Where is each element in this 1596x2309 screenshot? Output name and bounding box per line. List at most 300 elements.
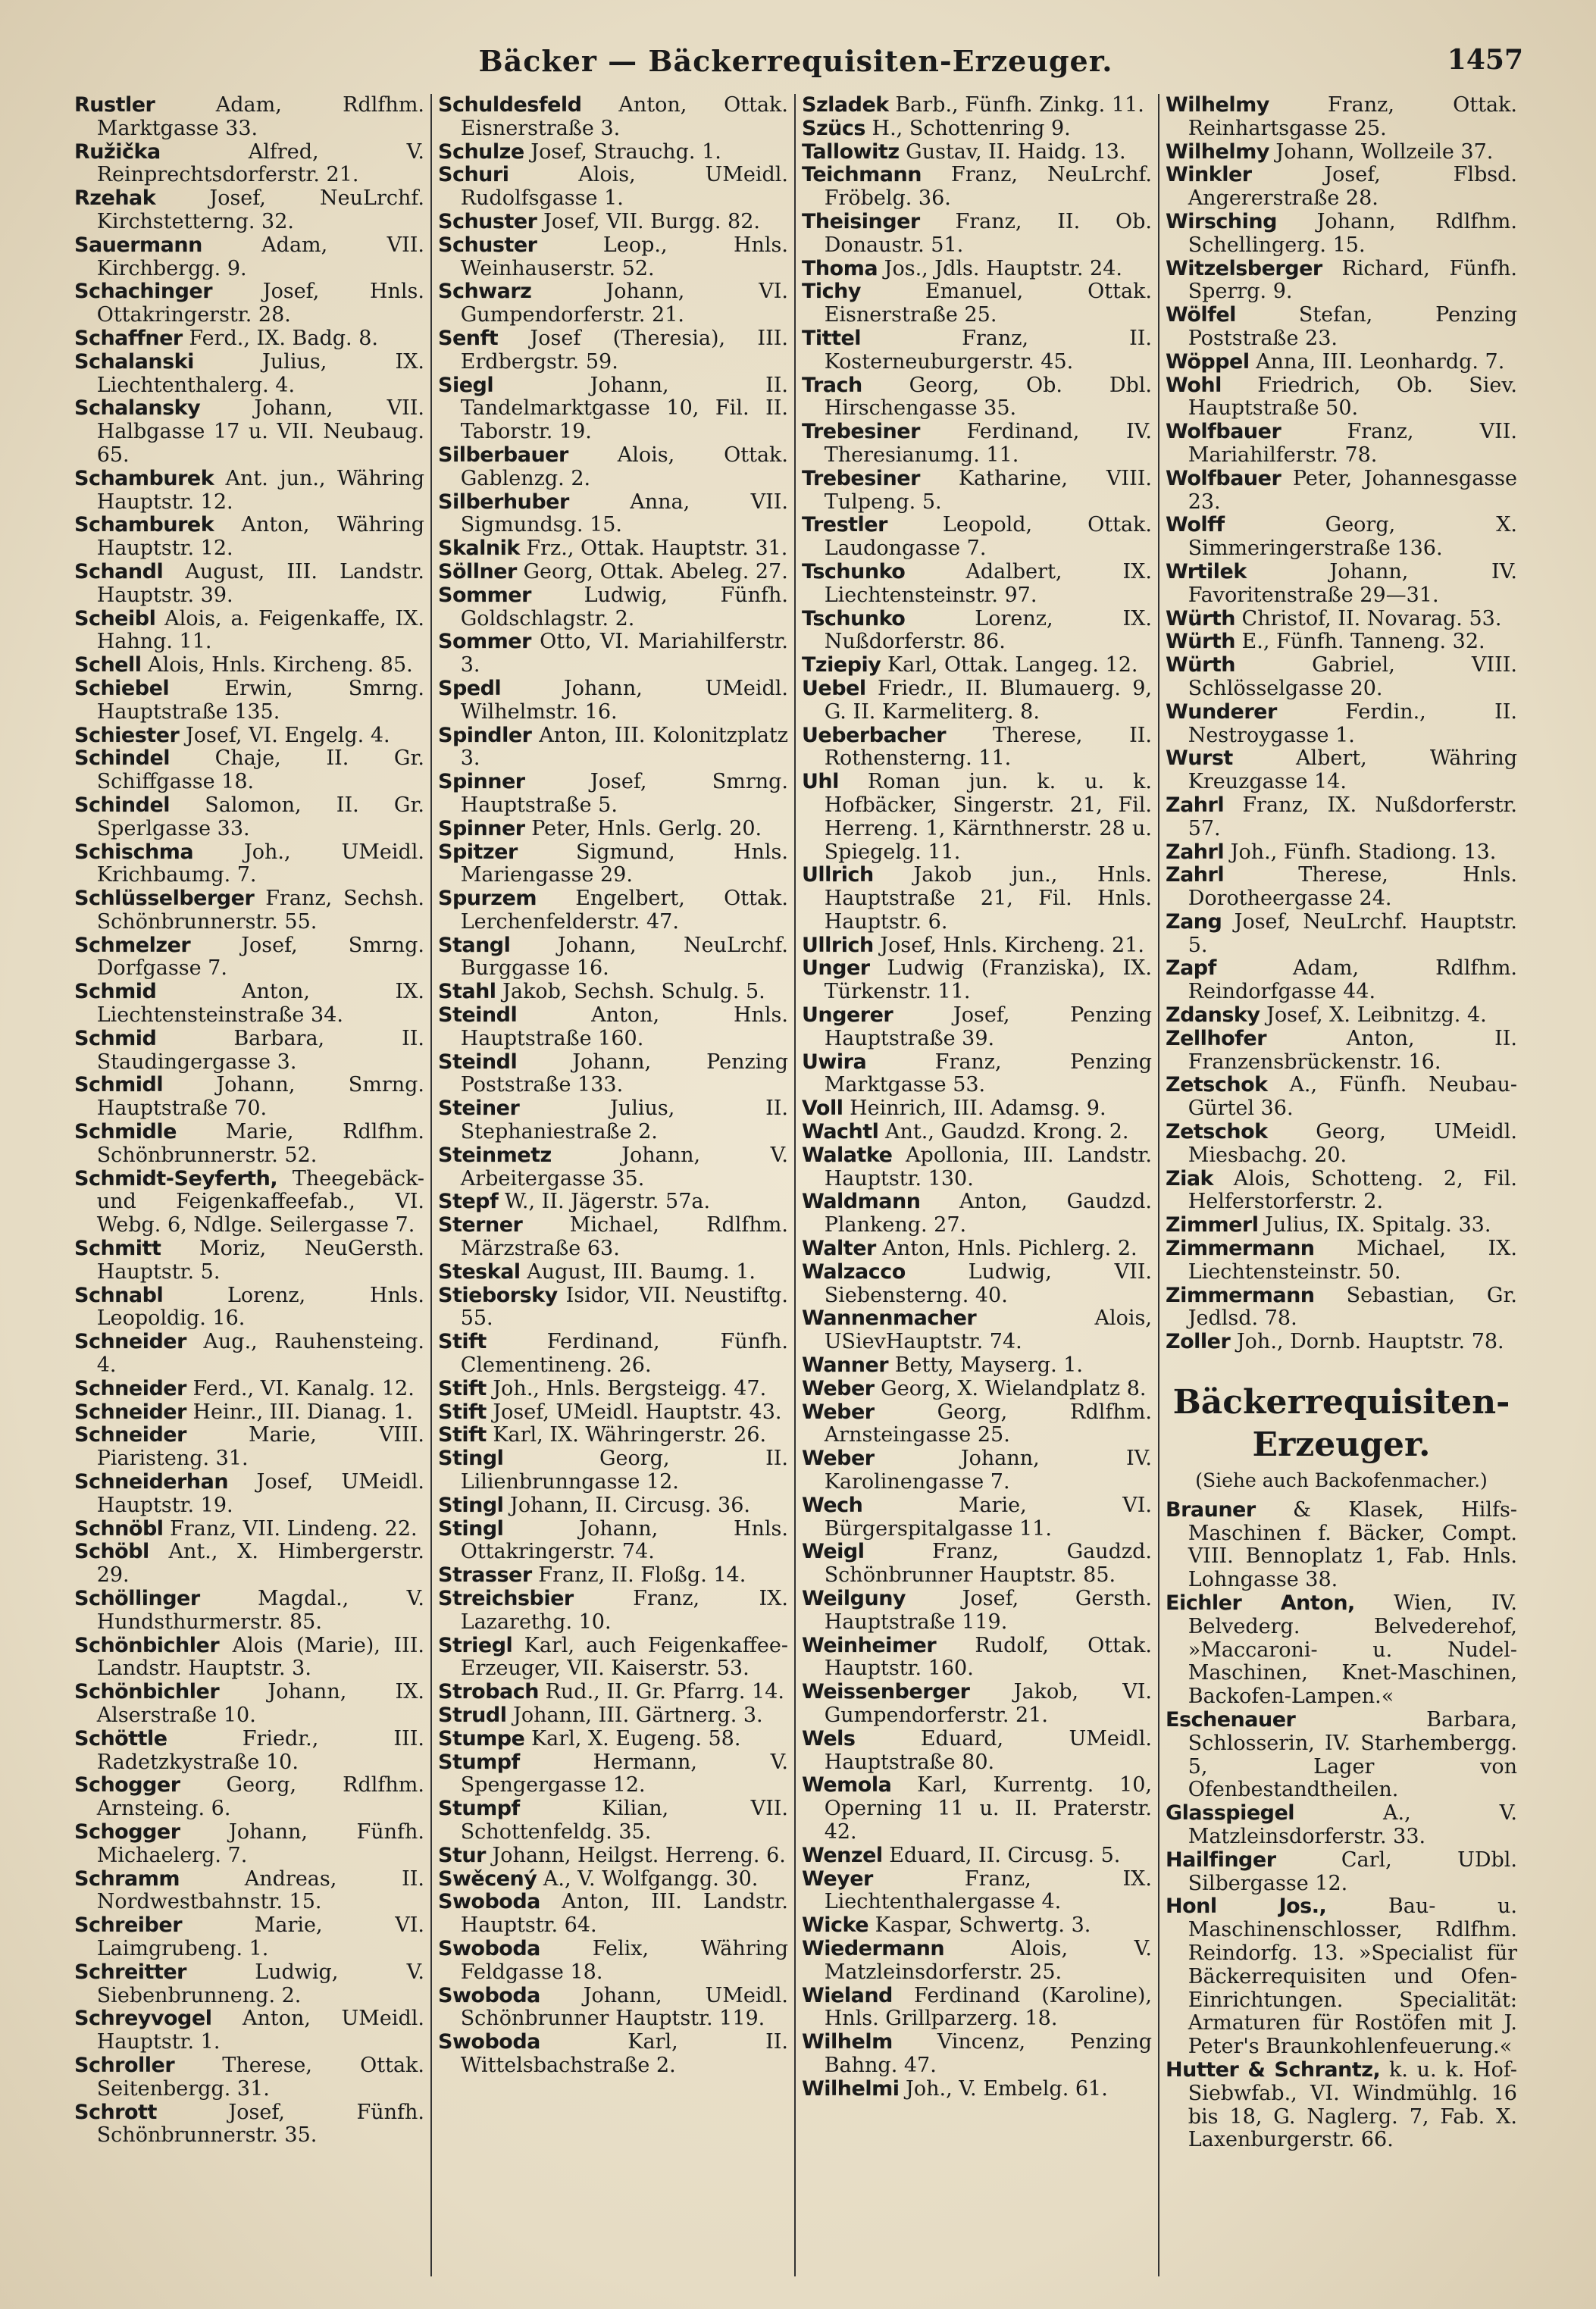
entry-details: A., V. Wolfgangg. 30.	[537, 1866, 759, 1891]
entry-details: Wien, IV. Belvederg. Belvederehof, »Maccaroni- u. Nudel-Maschinen, Knet-Maschinen, Backofen-Lampen.«	[1188, 1591, 1517, 1709]
entry-name: Stepf	[438, 1190, 499, 1214]
directory-entry	[1166, 421, 1517, 468]
entry-name: Zdansky	[1166, 1003, 1260, 1028]
entry-name: Söllner	[438, 559, 517, 584]
entry-name: Weber	[802, 1400, 875, 1424]
entry-name: Thoma	[802, 256, 878, 280]
entry-details: Sigmund, Hnls. Mariengasse 29.	[460, 840, 788, 887]
entry-name: Wenzel	[802, 1843, 883, 1867]
entry-name: Schreiber	[74, 1913, 183, 1938]
entry-name: Schneider	[74, 1376, 186, 1400]
entry-details: Karl, IX. Währingerstr. 26.	[486, 1423, 767, 1447]
directory-entry	[74, 1774, 424, 1821]
directory-entry	[1166, 2059, 1517, 2152]
entry-details: Gabriel, VIII. Schlösselgasse 20.	[1188, 653, 1517, 700]
entry-name: Zapf	[1166, 956, 1216, 981]
entry-name: Trestler	[802, 513, 887, 537]
entry-details: Ferd., IX. Badg. 8.	[182, 326, 378, 350]
entry-name: Steinmetz	[438, 1143, 552, 1167]
entry-details: Anton, IX. Liechtensteinstraße 34.	[96, 980, 424, 1028]
entry-details: Marie, Rdlfhm. Schönbrunnerstr. 52.	[96, 1120, 424, 1167]
entry-name: Schindel	[74, 746, 171, 771]
entry-name: Schogger	[74, 1773, 180, 1797]
directory-entry	[802, 1307, 1152, 1354]
entry-name: Stur	[438, 1843, 486, 1867]
entry-name: Schnöbl	[74, 1516, 164, 1541]
directory-entry	[1166, 1214, 1517, 1237]
entry-name: Stumpe	[438, 1726, 525, 1751]
entry-details: Anton, Hnls. Pichlerg. 2.	[875, 1237, 1138, 1261]
directory-entry	[1166, 374, 1517, 421]
entry-details: Karl, II. Wittelsbachstraße 2.	[460, 2030, 788, 2077]
entry-name: Weber	[802, 1447, 875, 1471]
entry-details: Gustav, II. Haidg. 13.	[899, 139, 1126, 164]
entry-name: Wels	[802, 1726, 856, 1751]
entry-name: Wech	[802, 1493, 863, 1517]
entry-name: Uebel	[802, 676, 866, 700]
entry-name: Würth	[1166, 653, 1235, 677]
directory-entry	[1166, 1004, 1517, 1028]
entry-details: Karl, auch Feigenkaffee-Erzeuger, VII. Kaiserstr. 53.	[460, 1633, 788, 1681]
entry-name: Wanner	[802, 1353, 889, 1378]
entry-details: Josef, UMeidl. Hauptstr. 43.	[486, 1400, 782, 1424]
entry-name: Schönbichler	[74, 1680, 220, 1704]
entry-name: Spitzer	[438, 840, 518, 864]
entry-details: Anton, UMeidl. Hauptstr. 1.	[96, 2007, 424, 2054]
entry-details: Alois, a. Feigenkaffe, IX. Hahng. 11.	[96, 606, 424, 654]
entry-details: Franz, II. Kosterneuburgerstr. 45.	[824, 326, 1152, 374]
entry-details: Ant., Gaudzd. Krong. 2.	[878, 1120, 1129, 1144]
directory-entry	[438, 1751, 788, 1798]
directory-entry	[74, 1401, 424, 1425]
entry-details: Julius, II. Stephaniestraße 2.	[460, 1097, 788, 1144]
directory-entry	[74, 280, 424, 327]
directory-entry	[1166, 304, 1517, 351]
entry-details: Franz, II. Ob. Donaustr. 51.	[824, 209, 1152, 257]
entry-name: Stift	[438, 1400, 487, 1424]
entry-details: Johann, Heilgst. Herreng. 6.	[485, 1843, 786, 1867]
entry-details: Ferdinand, IV. Theresianumg. 11.	[824, 420, 1152, 467]
column-4	[1159, 94, 1523, 2276]
entry-details: Johann, Wollzeile 37.	[1269, 139, 1494, 164]
directory-entry	[438, 841, 788, 888]
entry-name: Steskal	[438, 1259, 521, 1284]
entry-details: Josef, Smrng. Hauptstraße 5.	[460, 770, 788, 817]
entry-details: Heinr., III. Dianag. 1.	[186, 1400, 413, 1424]
directory-entry	[1166, 141, 1517, 164]
entry-name: Stift	[438, 1423, 487, 1447]
directory-entry	[438, 887, 788, 934]
directory-entry	[1166, 1028, 1517, 1075]
entry-details: Richard, Fünfh. Sperrg. 9.	[1188, 256, 1517, 304]
entry-name: Zetschok	[1166, 1073, 1268, 1097]
entry-name: Zellhofer	[1166, 1026, 1267, 1050]
directory-entry	[74, 2054, 424, 2101]
directory-entry	[438, 630, 788, 677]
directory-entry	[1166, 957, 1517, 1004]
entry-name: Walatke	[802, 1143, 893, 1167]
entry-details: Alois, Hnls. Kircheng. 85.	[141, 653, 413, 677]
directory-entry	[438, 934, 788, 981]
entry-details: Friedr., III. Radetzkystraße 10.	[96, 1726, 424, 1774]
entry-name: Ullrich	[802, 933, 874, 957]
directory-entry	[1166, 351, 1517, 374]
entry-details: Alois, UMeidl. Rudolfsgasse 1.	[460, 163, 788, 211]
entry-details: & Klasek, Hilfs-Maschinen f. Bäcker, Compt. VIII. Bennoplatz 1, Fab. Hnls. Lohngasse 38.	[1188, 1497, 1517, 1592]
entry-name: Uhl	[802, 770, 839, 794]
directory-entry	[802, 934, 1152, 958]
entry-details: Alois (Marie), III. Landstr. Hauptstr. 3.	[96, 1633, 424, 1681]
directory-entry	[1166, 1237, 1517, 1284]
directory-entry	[74, 1541, 424, 1588]
directory-entry	[1166, 747, 1517, 794]
entry-details: Vincenz, Penzing Bahng. 47.	[824, 2030, 1152, 2077]
entry-name: Schneider	[74, 1423, 186, 1447]
entry-details: Josef, X. Leibnitzg. 4.	[1260, 1003, 1487, 1028]
directory-entry	[1166, 1331, 1517, 1354]
entry-name: Ullrich	[802, 863, 874, 887]
directory-entry	[1166, 1895, 1517, 2059]
directory-entry	[438, 537, 788, 561]
entry-details: Magdal., V. Hundsthurmerstr. 85.	[96, 1587, 424, 1634]
entry-details: W., II. Jägerstr. 57a.	[498, 1190, 711, 1214]
entry-details: Friedr., II. Blumauerg. 9, G. II. Karmeliterg. 8.	[824, 676, 1152, 724]
directory-entry	[74, 351, 424, 398]
entry-name: Spindler	[438, 723, 532, 747]
directory-entry	[1166, 864, 1517, 911]
entry-details: Joh., UMeidl. Krichbaumg. 7.	[96, 840, 424, 887]
entry-name: Schneider	[74, 1330, 186, 1354]
directory-entry	[802, 1051, 1152, 1098]
directory-entry	[438, 1868, 788, 1891]
entry-details: Katharine, VIII. Tulpeng. 5.	[824, 466, 1152, 514]
directory-entry	[438, 1284, 788, 1331]
directory-entry	[74, 234, 424, 281]
entry-details: Franz, Sechsh. Schönbrunnerstr. 55.	[96, 887, 424, 934]
entry-name: Schuri	[438, 163, 509, 187]
directory-entry	[1166, 514, 1517, 561]
entry-name: Glasspiegel	[1166, 1801, 1295, 1826]
directory-entry	[802, 1004, 1152, 1051]
entry-details: Franz, Ottak. Reinhartsgasse 25.	[1188, 94, 1517, 140]
entry-name: Zahrl	[1166, 840, 1225, 864]
entry-details: Sebastian, Gr. Jedlsd. 78.	[1188, 1283, 1517, 1331]
entry-details: Heinrich, III. Adamsg. 9.	[843, 1097, 1106, 1121]
directory-entry	[74, 1121, 424, 1168]
entry-name: Swěcený	[438, 1866, 537, 1891]
entry-name: Tschunko	[802, 559, 906, 584]
entry-name: Wieland	[802, 1983, 893, 2007]
directory-entry	[1166, 1849, 1517, 1896]
entry-name: Streichsbier	[438, 1587, 574, 1610]
directory-entry	[438, 1938, 788, 1985]
entry-name: Schönbichler	[74, 1633, 220, 1657]
directory-entry	[802, 1261, 1152, 1308]
directory-entry	[802, 258, 1152, 281]
directory-entry	[74, 1821, 424, 1868]
entry-details: Josef, Hnls. Kircheng. 21.	[873, 933, 1144, 957]
entry-name: Trebesiner	[802, 420, 920, 444]
entry-details: Albert, Währing Kreuzgasse 14.	[1188, 746, 1517, 794]
directory-entry	[438, 374, 788, 444]
directory-entry	[802, 2031, 1152, 2078]
directory-entry	[802, 1354, 1152, 1378]
entry-name: Rustler	[74, 94, 155, 117]
entry-name: Tichy	[802, 280, 861, 304]
entry-name: Würth	[1166, 606, 1235, 630]
entry-name: Wolfbauer	[1166, 466, 1281, 490]
entry-name: Voll	[802, 1097, 843, 1121]
entry-details: A., Fünfh. Neubau-Gürtel 36.	[1188, 1073, 1517, 1121]
directory-entry	[438, 1494, 788, 1518]
entry-name: Schnabl	[74, 1283, 164, 1307]
entry-name: Zahrl	[1166, 863, 1225, 887]
entry-details: Johann, IV. Karolinengasse 7.	[824, 1447, 1152, 1494]
directory-entry	[438, 1214, 788, 1261]
entry-details: Josef, NeuLrchf. Hauptstr. 5.	[1188, 909, 1517, 957]
entry-details: Johann, UMeidl. Wilhelmstr. 16.	[460, 676, 788, 724]
directory-entry	[802, 514, 1152, 561]
entry-details: Ferdinand, Fünfh. Clementineng. 26.	[460, 1330, 788, 1378]
directory-entry	[1166, 841, 1517, 865]
directory-entry	[74, 841, 424, 888]
entry-details: Leopold, Ottak. Laudongasse 7.	[824, 513, 1152, 561]
entry-name: Schmelzer	[74, 933, 191, 957]
entry-details: Moriz, NeuGersth. Hauptstr. 5.	[96, 1237, 424, 1284]
entry-details: Isidor, VII. Neustiftg. 55.	[460, 1283, 788, 1331]
directory-entry	[802, 94, 1152, 117]
entry-name: Sommer	[438, 583, 531, 607]
directory-entry	[802, 1914, 1152, 1938]
directory-entry	[74, 514, 424, 561]
entry-name: Tziepiy	[802, 653, 881, 677]
entry-name: Hutter & Schrantz,	[1166, 2057, 1381, 2082]
entry-details: Georg, Ottak. Abeleg. 27.	[516, 559, 788, 584]
entry-details: Adam, VII. Kirchbergg. 9.	[96, 233, 424, 280]
directory-entry	[74, 1728, 424, 1775]
entry-details: Anton, Währing Hauptstr. 12.	[96, 513, 424, 561]
entry-name: Sterner	[438, 1213, 523, 1237]
entry-details: k. u. k. Hof-Siebwfab., VI. Windmühlg. 16 bis 18, G. Naglerg. 7, Fab. X. Laxenburgerstr. 66.	[1188, 2057, 1517, 2152]
entry-details: Johann, II. Circusg. 36.	[503, 1493, 750, 1517]
directory-entry	[1166, 701, 1517, 748]
entry-details: Bau- u. Maschinenschlosser, Rdlfhm. Reindorfg. 13. »Specialist für Bäckerrequisiten und Ofen-Einrichtungen. Specialität: Armaturen für Rostöfen mit J. Peter's Braunkohlenfeuerung.«	[1188, 1894, 1518, 2059]
directory-entry	[1166, 911, 1517, 958]
entry-details: Anton, Hnls. Hauptstraße 160.	[460, 1003, 788, 1050]
entry-details: Josef, Strauchg. 1.	[524, 139, 721, 164]
directory-entry	[74, 1424, 424, 1471]
entry-details: Barbara, Schlosserin, IV. Starhembergg. 5, Lager von Ofenbestandtheilen.	[1188, 1708, 1517, 1802]
entry-name: Schiester	[74, 723, 180, 747]
entry-name: Theisinger	[802, 209, 920, 233]
page-title: Bäcker — Bäckerrequisiten-Erzeuger.	[478, 44, 1113, 78]
entry-details: Salomon, II. Gr. Sperlgasse 33.	[96, 793, 424, 840]
directory-entry	[438, 1097, 788, 1144]
entry-name: Tschunko	[802, 606, 906, 630]
entry-name: Unger	[802, 956, 870, 981]
entry-name: Schalanski	[74, 349, 194, 374]
entry-name: Hailfinger	[1166, 1848, 1276, 1872]
directory-entry	[438, 164, 788, 211]
entry-details: Johann, IV. Favoritenstraße 29—31.	[1188, 559, 1517, 607]
entry-details: Anton, Ottak. Eisnerstraße 3.	[460, 94, 788, 140]
directory-entry	[1166, 794, 1517, 841]
directory-entry	[74, 327, 424, 351]
directory-entry	[438, 141, 788, 164]
entry-details: Leop., Hnls. Weinhauserstr. 52.	[460, 233, 788, 280]
entry-name: Schmid	[74, 1026, 157, 1050]
section-title	[1166, 1381, 1517, 1466]
directory-entry	[74, 981, 424, 1028]
entry-details: Franz, VII. Lindeng. 22.	[163, 1516, 418, 1541]
entry-details: Ferdin., II. Nestroygasse 1.	[1188, 699, 1517, 747]
entry-details: Roman jun. k. u. k. Hofbäcker, Singerstr. 21, Fil. Herreng. 1, Kärnthnerstr. 28 u. Spiegelg. 11.	[824, 770, 1152, 864]
directory-entry	[438, 1004, 788, 1051]
entry-name: Wannenmacher	[802, 1306, 977, 1331]
entry-details: Alois, Ottak. Gablenzg. 2.	[460, 443, 788, 490]
entry-details: Emanuel, Ottak. Eisnerstraße 25.	[824, 280, 1152, 327]
entry-details: Franz, NeuLrchf. Fröbelg. 36.	[824, 163, 1152, 211]
directory-entry	[1166, 630, 1517, 654]
directory-entry	[802, 327, 1152, 374]
entry-name: Schöttle	[74, 1726, 167, 1751]
directory-entry	[74, 561, 424, 608]
directory-entry	[438, 1564, 788, 1588]
entry-name: Wirsching	[1166, 209, 1277, 233]
entry-details: Rudolf, Ottak. Hauptstr. 160.	[824, 1633, 1152, 1681]
directory-entry	[438, 1681, 788, 1704]
directory-entry	[74, 1961, 424, 2008]
column-3	[796, 94, 1159, 2276]
directory-entry	[438, 491, 788, 538]
directory-entry	[438, 211, 788, 234]
entry-details: Marie, VIII. Piaristeng. 31.	[96, 1423, 424, 1471]
entry-name: Schuster	[438, 233, 537, 257]
directory-entry	[438, 1447, 788, 1494]
directory-entry	[74, 468, 424, 515]
column-2	[432, 94, 796, 2276]
directory-entry	[438, 561, 788, 584]
entry-details: Erwin, Smrng. Hauptstraße 135.	[96, 676, 424, 724]
directory-entry	[802, 1681, 1152, 1728]
directory-entry	[1166, 608, 1517, 631]
entry-name: Schell	[74, 653, 142, 677]
entry-details: Kaspar, Schwertg. 3.	[868, 1913, 1091, 1938]
directory-entry	[74, 1284, 424, 1331]
directory-entry	[802, 1401, 1152, 1448]
entry-name: Schneiderhan	[74, 1470, 229, 1494]
entry-name: Steindl	[438, 1050, 518, 1074]
directory-entry	[802, 1774, 1152, 1844]
entry-name: Schmidt-Seyferth,	[74, 1166, 278, 1190]
directory-entry	[438, 327, 788, 374]
entry-name: Wolff	[1166, 513, 1225, 537]
entry-name: Wemola	[802, 1773, 892, 1797]
entry-details: Karl, Kurrentg. 10, Operning 11 u. II. Praterstr. 42.	[824, 1773, 1152, 1844]
entry-details: Georg, X. Simmeringerstraße 136.	[1188, 513, 1517, 561]
directory-entry	[802, 1588, 1152, 1635]
entry-details: Therese, II. Rothensterng. 11.	[824, 723, 1152, 771]
entry-name: Scheibl	[74, 606, 156, 630]
entry-name: Schuldesfeld	[438, 94, 582, 117]
entry-details: Chaje, II. Gr. Schiffgasse 18.	[96, 746, 424, 794]
entry-details: Adam, Rdlfhm. Marktgasse 33.	[96, 94, 424, 140]
entry-name: Steiner	[438, 1097, 520, 1121]
entry-details: Barb., Fünfh. Zinkg. 11.	[888, 94, 1144, 117]
entry-name: Spurzem	[438, 887, 537, 911]
directory-entry	[438, 584, 788, 631]
directory-entry	[74, 1074, 424, 1121]
entry-details: Anton, III. Kolonitzplatz 3.	[460, 723, 788, 771]
entry-name: Senft	[438, 326, 499, 350]
entry-details: Alois, Schotteng. 2, Fil. Helferstorferstr. 2.	[1188, 1166, 1517, 1214]
section-title-line-1: Bäckerrequisiten-	[1172, 1383, 1510, 1422]
directory-entry	[438, 1704, 788, 1728]
entry-details: E., Fünfh. Tanneng. 32.	[1235, 630, 1485, 654]
entry-details: Eduard, II. Circusg. 5.	[882, 1843, 1121, 1867]
directory-entry	[74, 1378, 424, 1401]
directory-entry	[802, 1868, 1152, 1915]
directory-entry	[802, 677, 1152, 724]
entry-details: Johann, III. Gärtnerg. 3.	[506, 1703, 763, 1727]
entry-details: Michael, IX. Liechtensteinstr. 50.	[1188, 1237, 1517, 1284]
entry-details: Michael, Rdlfhm. Märzstraße 63.	[460, 1213, 788, 1261]
entry-name: Teichmann	[802, 163, 922, 187]
entry-name: Weber	[802, 1376, 875, 1400]
entry-details: Franz, Penzing Marktgasse 53.	[824, 1050, 1152, 1097]
entry-details: Franz, Gaudzd. Schönbrunner Hauptstr. 85.	[824, 1540, 1152, 1588]
entry-name: Schamburek	[74, 466, 214, 490]
entry-name: Spinner	[438, 770, 525, 794]
entry-details: Julius, IX. Liechtenthalerg. 4.	[96, 349, 424, 397]
column-1	[68, 94, 432, 2276]
directory-entry	[802, 280, 1152, 327]
page-number: 1457	[1447, 44, 1523, 76]
directory-entry	[438, 1891, 788, 1938]
section-title-line-2: Erzeuger.	[1252, 1425, 1431, 1465]
entry-details: Ludwig, VII. Siebensterng. 40.	[824, 1259, 1152, 1307]
entry-details: Georg, X. Wielandplatz 8.	[874, 1376, 1147, 1400]
entry-details: Josef, Hnls. Ottakringerstr. 28.	[96, 280, 424, 327]
entry-name: Silberbauer	[438, 443, 568, 467]
entry-details: Kilian, VII. Schottenfeldg. 35.	[460, 1797, 788, 1844]
directory-entry	[438, 677, 788, 724]
directory-entry	[74, 2007, 424, 2054]
entry-name: Schöbl	[74, 1540, 149, 1564]
column-4-entries	[1166, 94, 1517, 1354]
entry-details: Karl, Ottak. Langeg. 12.	[881, 653, 1138, 677]
directory-entry	[438, 1261, 788, 1284]
directory-entry	[802, 771, 1152, 864]
entry-details: August, III. Landstr. Hauptstr. 39.	[96, 559, 424, 607]
entry-name: Zimmermann	[1166, 1237, 1315, 1261]
entry-name: Schreyvogel	[74, 2007, 212, 2031]
entry-details: Adam, Rdlfhm. Reindorfgasse 44.	[1188, 956, 1517, 1004]
entry-name: Walter	[802, 1237, 876, 1261]
directory-entry	[74, 141, 424, 188]
entry-details: Josef (Theresia), III. Erdbergstr. 59.	[460, 326, 788, 374]
entry-name: Schrott	[74, 2100, 157, 2124]
directory-entry	[1166, 258, 1517, 305]
entry-details: A., V. Matzleinsdorferstr. 33.	[1188, 1801, 1517, 1848]
entry-name: Würth	[1166, 630, 1235, 654]
entry-name: Wohl	[1166, 373, 1222, 397]
entry-name: Tallowitz	[802, 139, 900, 164]
entry-details: Jos., Jdls. Hauptstr. 24.	[878, 256, 1122, 280]
entry-details: Engelbert, Ottak. Lerchenfelderstr. 47.	[460, 887, 788, 934]
entry-name: Stingl	[438, 1516, 504, 1541]
entry-name: Schneider	[74, 1400, 186, 1424]
